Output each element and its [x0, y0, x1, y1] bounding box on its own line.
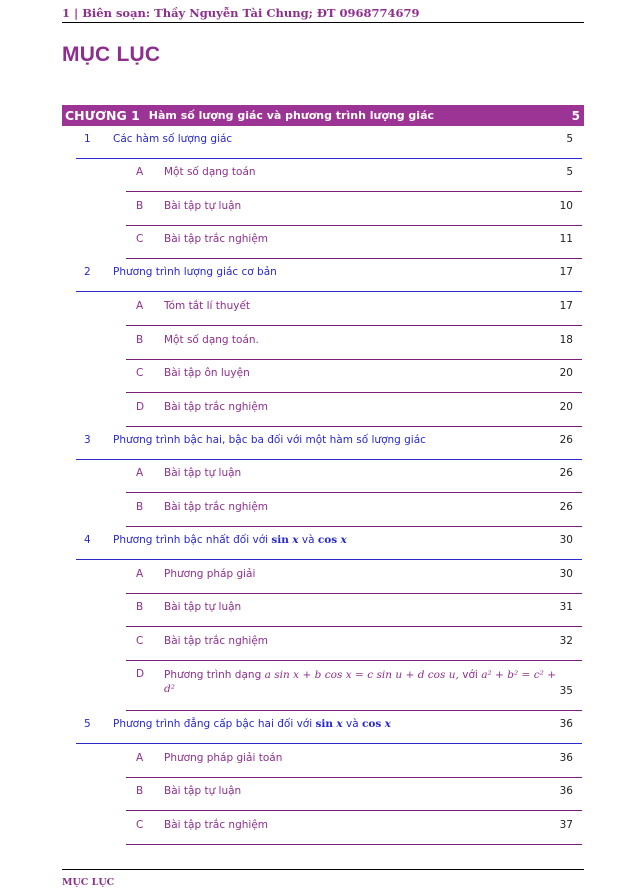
subsection-letter: A: [136, 166, 144, 178]
subsection-page: 35: [559, 685, 573, 697]
subsection-letter: C: [136, 233, 144, 245]
sin-symbol: sin: [315, 718, 334, 730]
subsection-letter: A: [136, 752, 144, 764]
chapter-label: CHƯƠNG 1: [65, 108, 140, 123]
subsection-title: Bài tập tự luận: [164, 785, 242, 797]
subsection-title: Bài tập tự luận: [164, 601, 242, 613]
subsection-title: Phương pháp giải: [164, 568, 256, 580]
subsection-title: Bài tập ôn luyện: [164, 367, 250, 379]
subsection-letter: D: [136, 668, 145, 680]
page-header: 1 | Biên soạn: Thầy Nguyễn Tài Chung; ĐT 0968774679: [62, 6, 584, 23]
cos-symbol: cos: [361, 718, 382, 730]
section-number: 1: [84, 133, 91, 145]
toc-subsection[interactable]: [126, 819, 582, 845]
section-page: 36: [559, 718, 573, 730]
subsection-page: 32: [559, 635, 573, 647]
toc-section-3[interactable]: [76, 434, 582, 460]
subsection-title: Bài tập trắc nghiệm: [164, 233, 269, 245]
subsection-letter: B: [136, 334, 144, 346]
subsection-title: Một số dạng toán.: [164, 334, 259, 346]
subsection-letter: B: [136, 601, 144, 613]
subsection-page: 11: [559, 233, 573, 245]
toc-subsection[interactable]: [126, 568, 582, 594]
section-page: 17: [559, 266, 573, 278]
toc-subsection[interactable]: [126, 233, 582, 259]
toc-subsection[interactable]: [126, 300, 582, 326]
toc-subsection[interactable]: [126, 401, 582, 427]
section-number: 4: [84, 534, 91, 546]
section-title-text: Phương trình bậc nhất đối với: [113, 534, 272, 546]
formula: a² + b² = c² + d²: [164, 669, 557, 695]
section-number: 2: [84, 266, 91, 278]
toc-subsection[interactable]: [126, 785, 582, 811]
subsection-letter: B: [136, 785, 144, 797]
toc-section-4[interactable]: [76, 534, 582, 560]
subsection-letter: A: [136, 300, 144, 312]
subsection-page: 10: [559, 200, 573, 212]
subsection-page: 31: [559, 601, 573, 613]
section-title: Phương trình bậc hai, bậc ba đối với một hàm số lượng giác: [113, 434, 426, 446]
subsection-title: [164, 668, 556, 696]
footer-divider: [62, 869, 584, 870]
sin-symbol: sin: [271, 534, 289, 546]
x-variable: x: [336, 718, 343, 730]
toc-subsection[interactable]: [126, 752, 582, 778]
subsection-letter: C: [136, 635, 144, 647]
subsection-title: Tóm tắt lí thuyết: [164, 300, 251, 312]
subsection-letter: C: [136, 367, 144, 379]
subsection-page: 20: [559, 401, 573, 413]
toc-subsection[interactable]: [126, 166, 582, 192]
chapter-page: 5: [571, 108, 580, 123]
subsection-title: Bài tập trắc nghiệm: [164, 501, 269, 513]
section-title: [113, 534, 347, 546]
subsection-title: Bài tập tự luận: [164, 200, 242, 212]
toc-subsection[interactable]: [126, 501, 582, 527]
subsection-letter: D: [136, 401, 145, 413]
conjunction: và: [342, 718, 362, 730]
toc-subsection[interactable]: [126, 367, 582, 393]
page-title: MỤC LỤC: [62, 43, 161, 66]
subsection-page: 26: [559, 467, 573, 479]
chapter-title: Hàm số lượng giác và phương trình lượng giác: [148, 109, 435, 122]
toc-section-5[interactable]: [76, 718, 582, 744]
conjunction: với: [458, 669, 482, 681]
subsection-title: Phương pháp giải toán: [164, 752, 283, 764]
subsection-title-text: Phương trình dạng: [164, 669, 265, 681]
subsection-page: 20: [559, 367, 573, 379]
subsection-page: 26: [559, 501, 573, 513]
cos-symbol: cos: [317, 534, 338, 546]
x-variable: x: [340, 534, 347, 546]
subsection-page: 5: [566, 166, 573, 178]
subsection-letter: C: [136, 819, 144, 831]
formula: a sin x + b cos x = c sin u + d cos u,: [264, 669, 459, 681]
subsection-letter: B: [136, 501, 144, 513]
page-footer: MỤC LỤC: [62, 877, 115, 888]
section-title: [113, 718, 391, 730]
toc-section-1[interactable]: [76, 133, 582, 159]
toc-subsection[interactable]: [126, 200, 582, 226]
toc-subsection[interactable]: [126, 635, 582, 661]
subsection-title: Bài tập trắc nghiệm: [164, 819, 269, 831]
subsection-letter: A: [136, 568, 144, 580]
subsection-page: 30: [559, 568, 573, 580]
chapter-heading[interactable]: [62, 105, 584, 126]
subsection-page: 18: [559, 334, 573, 346]
section-page: 30: [559, 534, 573, 546]
subsection-page: 36: [559, 785, 573, 797]
section-title: Các hàm số lượng giác: [113, 133, 233, 145]
toc-subsection[interactable]: [126, 467, 582, 493]
subsection-title: Một số dạng toán: [164, 166, 256, 178]
section-number: 5: [84, 718, 91, 730]
subsection-page: 37: [559, 819, 573, 831]
section-page: 26: [559, 434, 573, 446]
subsection-title: Bài tập trắc nghiệm: [164, 635, 269, 647]
x-variable: x: [292, 534, 299, 546]
subsection-title: Bài tập trắc nghiệm: [164, 401, 269, 413]
subsection-letter: A: [136, 467, 144, 479]
section-page: 5: [566, 133, 573, 145]
section-title-text: Phương trình đẳng cấp bậc hai đối với: [113, 718, 316, 730]
toc-section-2[interactable]: [76, 266, 582, 292]
conjunction: và: [298, 534, 318, 546]
subsection-page: 36: [559, 752, 573, 764]
x-variable: x: [384, 718, 391, 730]
toc-subsection[interactable]: [126, 334, 582, 360]
subsection-letter: B: [136, 200, 144, 212]
section-number: 3: [84, 434, 91, 446]
toc-subsection[interactable]: [126, 601, 582, 627]
section-title: Phương trình lượng giác cơ bản: [113, 266, 277, 278]
subsection-title: Bài tập tự luận: [164, 467, 242, 479]
subsection-page: 17: [559, 300, 573, 312]
toc-subsection[interactable]: [126, 668, 582, 711]
